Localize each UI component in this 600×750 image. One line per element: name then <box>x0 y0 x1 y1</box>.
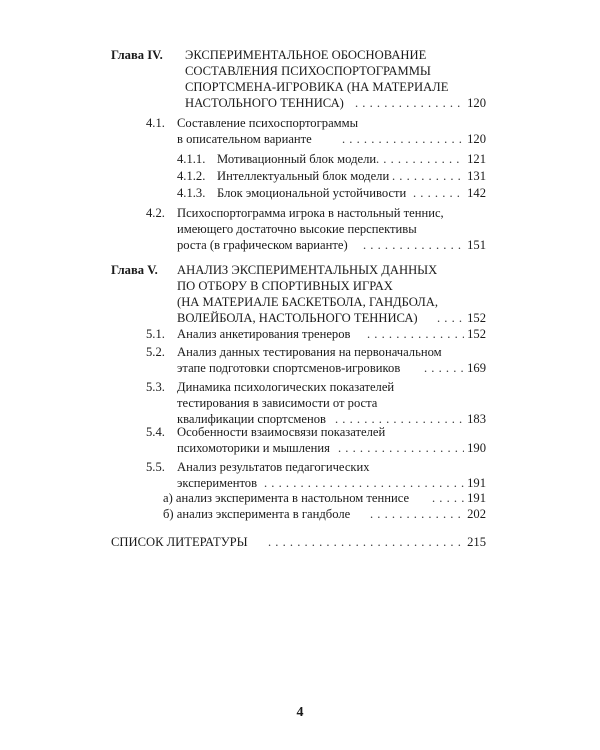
section-5-3-title-line1: Динамика психологических показателей <box>177 380 395 394</box>
dot-leader <box>392 169 464 185</box>
dot-leader <box>370 507 464 523</box>
section-4-2-number: 4.2. <box>146 206 165 220</box>
section-4-2-title-line1: Психоспортограмма игрока в настольный теннис, <box>177 206 444 220</box>
section-4-1-3-page: 142 <box>467 186 486 200</box>
section-5-5-b-title: б) анализ эксперимента в гандболе <box>163 507 351 521</box>
section-4-1-2-title: Интеллектуальный блок модели <box>217 169 390 183</box>
section-5-5-title-line2: экспериментов <box>177 476 258 490</box>
chapter-4-page: 120 <box>467 96 486 110</box>
dot-leader <box>264 476 464 492</box>
dot-leader <box>338 441 464 457</box>
section-4-1-3-title: Блок эмоциональной устойчивости <box>217 186 407 200</box>
section-5-1-title: Анализ анкетирования тренеров <box>177 327 351 341</box>
section-4-2-page: 151 <box>467 238 486 252</box>
section-4-1-number: 4.1. <box>146 116 165 130</box>
section-4-2-title-line2: имеющего достаточно высокие перспективы <box>177 222 417 236</box>
section-5-3-title-line3: квалификации спортсменов <box>177 412 326 426</box>
section-5-5-title-line1: Анализ результатов педагогических <box>177 460 370 474</box>
chapter-5-title-line2: ПО ОТБОРУ В СПОРТИВНЫХ ИГРАХ <box>177 279 393 293</box>
section-5-3-number: 5.3. <box>146 380 165 394</box>
section-5-5-b-page: 202 <box>467 507 486 521</box>
dot-leader <box>268 535 464 551</box>
references-page: 215 <box>467 535 486 549</box>
section-5-2-title-line1: Анализ данных тестирования на первоначальном <box>177 345 442 359</box>
dot-leader <box>424 361 464 377</box>
dot-leader <box>342 132 464 148</box>
chapter-4-label: Глава IV. <box>111 48 163 62</box>
section-5-5-a-page: 191 <box>467 491 486 505</box>
section-5-3-title-line2: тестирования в зависимости от роста <box>177 396 378 410</box>
section-4-1-1-number: 4.1.1. <box>177 152 206 166</box>
section-4-1-title-line2: в описательном варианте <box>177 132 312 146</box>
dot-leader <box>413 186 464 202</box>
page-number: 4 <box>296 705 304 720</box>
chapter-4-title-line3: СПОРТСМЕНА-ИГРОВИКА (НА МАТЕРИАЛЕ <box>185 80 449 94</box>
section-4-1-title-line1: Составление психоспортограммы <box>177 116 359 130</box>
chapter-4-title-line4: НАСТОЛЬНОГО ТЕННИСА) <box>185 96 344 110</box>
chapter-5-label: Глава V. <box>111 263 158 277</box>
section-4-1-2-number: 4.1.2. <box>177 169 206 183</box>
section-5-4-title-line1: Особенности взаимосвязи показателей <box>177 425 386 439</box>
section-5-4-page: 190 <box>467 441 486 455</box>
chapter-5-title-line4: ВОЛЕЙБОЛА, НАСТОЛЬНОГО ТЕННИСА) <box>177 311 418 325</box>
dot-leader <box>355 96 465 112</box>
section-4-1-1-page: 121 <box>467 152 486 166</box>
section-5-4-title-line2: психомоторики и мышления <box>177 441 330 455</box>
dot-leader <box>363 238 464 254</box>
dot-leader <box>367 327 464 343</box>
chapter-5-page: 152 <box>467 311 486 325</box>
section-4-1-1-title: Мотивационный блок модели <box>217 152 377 166</box>
section-5-5-a-title: а) анализ эксперимента в настольном теннисе <box>163 491 410 505</box>
section-5-4-number: 5.4. <box>146 425 165 439</box>
section-4-1-page: 120 <box>467 132 486 146</box>
section-5-3-page: 183 <box>467 412 486 426</box>
dot-leader <box>437 311 465 327</box>
dot-leader <box>432 491 464 507</box>
chapter-4-title-line1: ЭКСПЕРИМЕНТАЛЬНОЕ ОБОСНОВАНИЕ <box>185 48 427 62</box>
section-5-5-page: 191 <box>467 476 486 490</box>
section-4-1-3-number: 4.1.3. <box>177 186 206 200</box>
section-5-1-number: 5.1. <box>146 327 165 341</box>
section-5-2-number: 5.2. <box>146 345 165 359</box>
section-5-1-page: 152 <box>467 327 486 341</box>
dot-leader <box>376 152 464 168</box>
chapter-5-title-line1: АНАЛИЗ ЭКСПЕРИМЕНТАЛЬНЫХ ДАННЫХ <box>177 263 438 277</box>
chapter-5-title-line3: (НА МАТЕРИАЛЕ БАСКЕТБОЛА, ГАНДБОЛА, <box>177 295 439 309</box>
section-4-1-2-page: 131 <box>467 169 486 183</box>
references-title: СПИСОК ЛИТЕРАТУРЫ <box>111 535 248 549</box>
section-5-2-title-line2: этапе подготовки спортсменов-игровиков <box>177 361 401 375</box>
section-4-2-title-line3: роста (в графическом варианте) <box>177 238 348 252</box>
section-5-2-page: 169 <box>467 361 486 375</box>
section-5-5-number: 5.5. <box>146 460 165 474</box>
chapter-4-title-line2: СОСТАВЛЕНИЯ ПСИХОСПОРТОГРАММЫ <box>185 64 431 78</box>
